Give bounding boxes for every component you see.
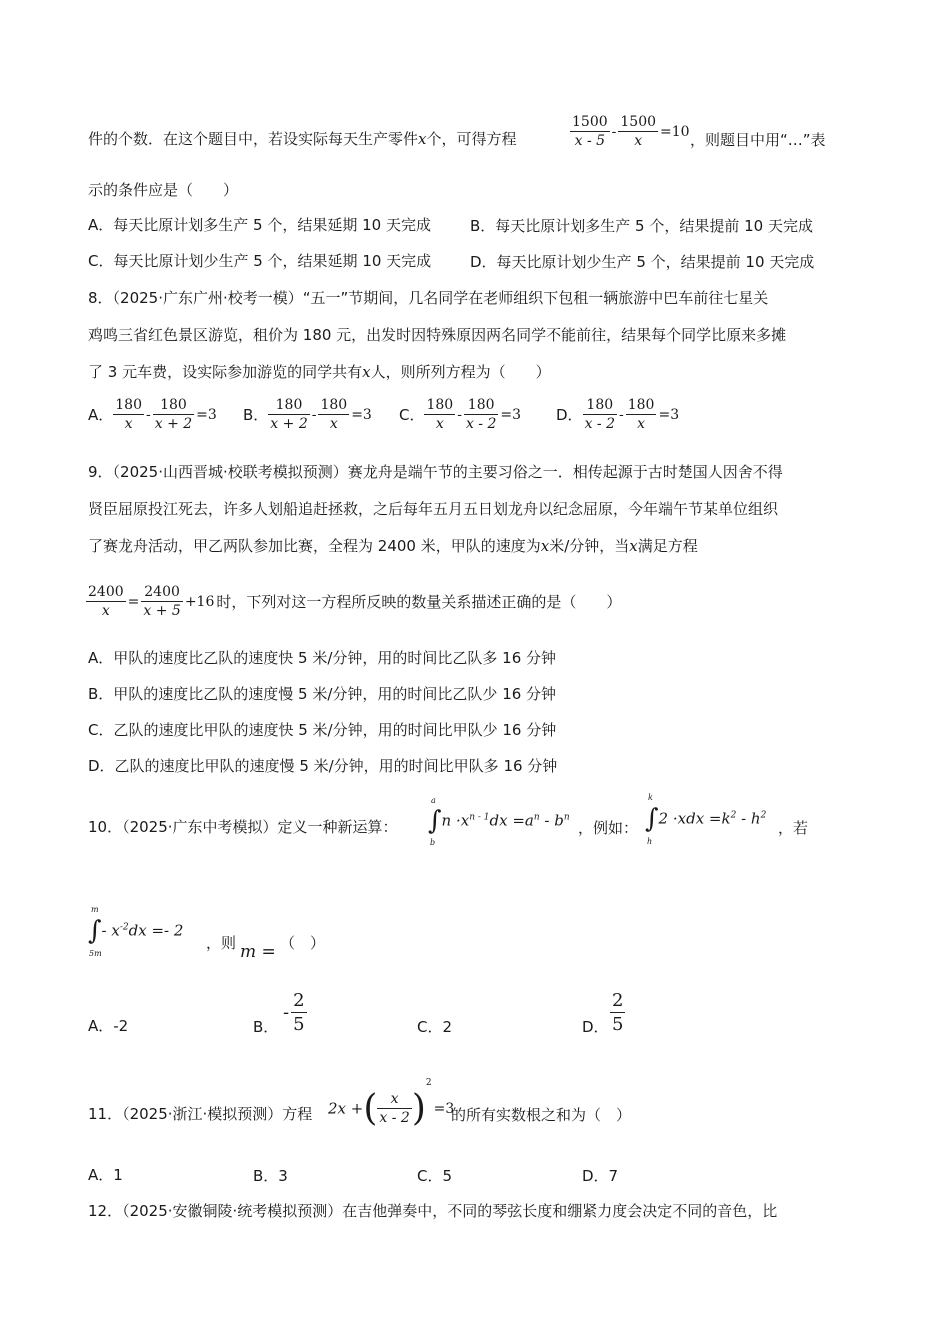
q8-option-a-label: A． bbox=[88, 406, 114, 424]
q10-line2-then: ，则 bbox=[206, 934, 237, 952]
q8-d-eq: =3 bbox=[658, 406, 680, 423]
q10-m-eq-text: m = bbox=[240, 942, 276, 962]
q10-option-d-frac bbox=[610, 990, 625, 1035]
q7-frac1-numerator: 1500 bbox=[572, 114, 608, 130]
q10-ex-rest: - h bbox=[736, 809, 761, 828]
q7-equals: =10 bbox=[660, 123, 690, 140]
q9-option-b: B．甲队的速度比乙队的速度慢 5 米/分钟，用的时间比乙队少 16 分钟 bbox=[88, 685, 557, 703]
q11-line1-text: 11．（2025·浙江·模拟预测）方程 bbox=[88, 1105, 313, 1123]
q11-expr-start: 2x + bbox=[328, 1099, 364, 1118]
q7-frac1-denominator: x - 5 bbox=[574, 133, 606, 149]
q8-line2: 鸡鸣三省红色景区游览，租价为 180 元，出发时因特殊原因两名同学不能前往，结果每个同学比原来多摊 bbox=[88, 326, 787, 344]
q10-q-integral-sign: ∫ bbox=[88, 916, 102, 946]
q10-example-label: ，例如： bbox=[578, 819, 639, 837]
q10-def-exp: n - 1 bbox=[469, 812, 490, 823]
q10-q-body: - x bbox=[101, 921, 120, 940]
q9-frac1-den: x bbox=[101, 603, 110, 619]
q10-option-b-num: 2 bbox=[293, 990, 305, 1011]
q7-option-c: C．每天比原计划少生产 5 个，结果延期 10 天完成 bbox=[88, 252, 432, 270]
q10-line1-text: 10．（2025·广东中考模拟）定义一种新运算： bbox=[88, 818, 398, 836]
q8-a-frac1 bbox=[113, 397, 144, 432]
q9-line3 bbox=[88, 536, 698, 556]
q11-option-c: C．5 bbox=[417, 1167, 453, 1185]
q8-option-d bbox=[556, 397, 681, 432]
q8-option-b bbox=[243, 397, 374, 432]
q10-def-integral-sign: ∫ bbox=[428, 806, 442, 836]
q8-a-frac1-den: x bbox=[124, 416, 133, 432]
q7-option-b: B．每天比原计划多生产 5 个，结果提前 10 天完成 bbox=[470, 217, 813, 235]
q9-option-d: D．乙队的速度比甲队的速度慢 5 米/分钟，用的时间比甲队多 16 分钟 bbox=[88, 757, 558, 775]
q10-def-rest2: - b bbox=[539, 811, 564, 830]
q7-line1-end: ，则题目中用“…”表 bbox=[690, 131, 826, 149]
q12-line1: 12．（2025·安徽铜陵·统考模拟预测）在吉他弹奏中，不同的琴弦长度和绷紧力度会决定不同的音色，比 bbox=[88, 1202, 778, 1220]
q8-b-frac1-num: 180 bbox=[268, 397, 309, 415]
q8-b-frac2-num: 180 bbox=[320, 397, 348, 413]
q8-c-frac2-den: x - 2 bbox=[465, 416, 497, 432]
q9-eq: = bbox=[127, 593, 140, 610]
q10-example-integral bbox=[645, 793, 785, 847]
q9-frac1 bbox=[86, 584, 126, 619]
q9-line1: 9．（2025·山西晋城·校联考模拟预测）赛龙舟是端午节的主要习俗之一．相传起源于古时楚国人因舍不得 bbox=[88, 463, 783, 481]
q7-option-a: A．每天比原计划多生产 5 个，结果延期 10 天完成 bbox=[88, 216, 431, 234]
q10-answer-paren: （ ） bbox=[280, 934, 326, 952]
q8-c-frac2-num: 180 bbox=[464, 397, 498, 415]
q7-option-d: D．每天比原计划少生产 5 个，结果提前 10 天完成 bbox=[470, 253, 815, 271]
q10-option-b-value bbox=[281, 990, 307, 1035]
q7-var-x: x bbox=[418, 130, 427, 148]
q10-q-lower-limit: 5m bbox=[89, 949, 102, 958]
q8-option-c-label: C． bbox=[399, 406, 425, 424]
q11-frac-num: x bbox=[377, 1091, 411, 1109]
q10-ex-integral-sign: ∫ bbox=[645, 804, 659, 834]
q8-c-frac1 bbox=[424, 397, 455, 432]
q10-option-b-den: 5 bbox=[293, 1014, 305, 1035]
q11-frac bbox=[377, 1091, 411, 1126]
q8-line3-text-b: 人，则所列方程为（ ） bbox=[370, 363, 551, 381]
q10-option-c: C．2 bbox=[417, 1018, 453, 1036]
q10-ex-upper-limit: k bbox=[648, 793, 653, 802]
q9-line4-end: 时，下列对这一方程所反映的数量关系描述正确的是（ ） bbox=[216, 593, 622, 611]
q8-b-eq: =3 bbox=[351, 406, 372, 423]
q10-ex-body: 2 ·xdx =k bbox=[658, 809, 731, 828]
q10-definition-integral bbox=[428, 796, 598, 846]
q9-plus16: +16 bbox=[184, 593, 215, 610]
q8-b-frac2-den: x bbox=[329, 416, 338, 432]
q10-option-b-minus: - bbox=[283, 1002, 290, 1023]
q9-frac2 bbox=[141, 584, 182, 619]
q9-var-x-2: x bbox=[629, 537, 638, 555]
q10-def-exp3: n bbox=[563, 812, 570, 823]
q11-option-d: D．7 bbox=[582, 1167, 619, 1185]
q10-question-integral bbox=[88, 905, 218, 961]
q7-frac2-denominator: x bbox=[634, 133, 643, 149]
q10-q-exp: -2 bbox=[119, 922, 129, 933]
q7-text-2: 个，可得方程 bbox=[426, 130, 517, 148]
q8-b-frac2 bbox=[318, 397, 349, 432]
q8-option-a bbox=[88, 397, 219, 432]
q11-frac-den: x - 2 bbox=[379, 1110, 410, 1126]
q8-a-minus: - bbox=[146, 406, 151, 423]
q8-d-frac2 bbox=[626, 397, 657, 432]
q7-text-1: 件的个数．在这个题目中，若设实际每天生产零件 bbox=[88, 130, 419, 148]
q8-option-d-label: D． bbox=[556, 406, 583, 424]
q9-frac2-num: 2400 bbox=[141, 584, 182, 602]
q11-exponent: 2 bbox=[425, 1078, 432, 1088]
q9-option-c: C．乙队的速度比甲队的速度快 5 米/分钟，用的时间比甲队少 16 分钟 bbox=[88, 721, 557, 739]
q8-c-frac1-den: x bbox=[435, 416, 444, 432]
q8-var-x: x bbox=[362, 363, 371, 381]
q8-b-minus: - bbox=[311, 406, 317, 423]
q8-d-frac1 bbox=[583, 397, 617, 432]
q10-q-upper-limit: m bbox=[91, 905, 99, 914]
q10-ex-exp: 2 bbox=[730, 810, 737, 821]
q11-option-b: B．3 bbox=[253, 1167, 288, 1185]
q10-ex-exp2: 2 bbox=[760, 810, 767, 821]
q10-def-upper-limit: a bbox=[431, 796, 436, 805]
q8-a-frac2-den: x + 2 bbox=[154, 416, 193, 432]
q7-fraction-1 bbox=[570, 114, 610, 149]
q9-line3-text-c: 满足方程 bbox=[637, 537, 698, 555]
q8-line1: 8．（2025·广东广州·校考一模）“五一”节期间，几名同学在老师组织下包租一辆旅游中巴车前往七星关 bbox=[88, 289, 769, 307]
q11-right-paren: ) bbox=[411, 1088, 426, 1129]
q10-option-d-den: 5 bbox=[612, 1014, 624, 1035]
q8-c-minus: - bbox=[457, 406, 462, 423]
q7-minus: - bbox=[611, 123, 617, 140]
q8-option-b-label: B． bbox=[243, 406, 269, 424]
q9-line2: 贤臣屈原投江死去，许多人划船追赶拯救，之后每年五月五日划龙舟以纪念屈原，今年端午节某单位组织 bbox=[88, 500, 779, 518]
q8-d-minus: - bbox=[619, 406, 624, 423]
q9-frac1-num: 2400 bbox=[88, 584, 124, 600]
q8-a-frac1-num: 180 bbox=[115, 397, 142, 413]
q11-eq: =3 bbox=[433, 1100, 455, 1117]
q11-line1-end: 的所有实数根之和为（ ） bbox=[451, 1106, 632, 1124]
q9-var-x-1: x bbox=[540, 537, 550, 555]
q8-c-frac1-num: 180 bbox=[426, 397, 454, 413]
q10-def-lower-limit: b bbox=[430, 838, 436, 847]
q8-c-eq: =3 bbox=[500, 406, 522, 423]
q10-option-a: A．-2 bbox=[88, 1017, 129, 1035]
q8-d-frac1-den: x - 2 bbox=[584, 416, 615, 432]
q8-d-frac2-num: 180 bbox=[627, 397, 655, 413]
q9-frac2-den: x + 5 bbox=[143, 603, 181, 619]
q8-a-frac2-num: 180 bbox=[153, 397, 194, 415]
q9-equation bbox=[86, 584, 621, 619]
q8-option-c bbox=[399, 397, 523, 432]
q8-b-frac1-den: x + 2 bbox=[270, 416, 308, 432]
q10-def-rest: dx =a bbox=[489, 811, 534, 830]
q10-option-b-frac bbox=[291, 990, 306, 1035]
q7-line1 bbox=[88, 129, 517, 149]
q11-equation bbox=[328, 1078, 456, 1129]
q8-line3-text-a: 了 3 元车费，设实际参加游览的同学共有 bbox=[88, 363, 363, 381]
q7-frac2-numerator: 1500 bbox=[620, 114, 657, 130]
q10-def-body: n ·x bbox=[441, 811, 470, 830]
q8-a-eq: =3 bbox=[196, 406, 217, 423]
q10-line1-end: ，若 bbox=[778, 819, 809, 837]
q9-line3-text-b: 米/分钟，当 bbox=[549, 537, 630, 555]
q8-a-frac2 bbox=[153, 397, 194, 432]
q10-ex-lower-limit: h bbox=[647, 837, 653, 846]
q8-c-frac2 bbox=[464, 397, 498, 432]
q10-option-d-num: 2 bbox=[612, 990, 624, 1011]
q8-b-frac1 bbox=[268, 397, 309, 432]
q8-line3 bbox=[88, 362, 551, 382]
q10-def-exp2: n bbox=[533, 812, 540, 823]
q7-line2: 示的条件应是（ ） bbox=[88, 181, 239, 199]
q11-option-a: A．1 bbox=[88, 1166, 123, 1184]
q10-option-b-label: B． bbox=[253, 1018, 279, 1036]
q10-q-rest: dx =- 2 bbox=[128, 921, 184, 940]
q9-option-a: A．甲队的速度比乙队的速度快 5 米/分钟，用的时间比乙队多 16 分钟 bbox=[88, 649, 557, 667]
q10-option-d-label: D． bbox=[582, 1018, 609, 1036]
q10-m-equals bbox=[240, 942, 276, 962]
q8-d-frac2-den: x bbox=[637, 416, 646, 432]
q7-equation bbox=[570, 114, 692, 149]
q11-left-paren: ( bbox=[363, 1088, 378, 1129]
q10-option-d-value bbox=[610, 990, 625, 1035]
q8-d-frac1-num: 180 bbox=[583, 397, 617, 415]
q9-line3-text-a: 了赛龙舟活动，甲乙两队参加比赛，全程为 2400 米，甲队的速度为 bbox=[88, 537, 541, 555]
q7-fraction-2 bbox=[618, 114, 658, 149]
